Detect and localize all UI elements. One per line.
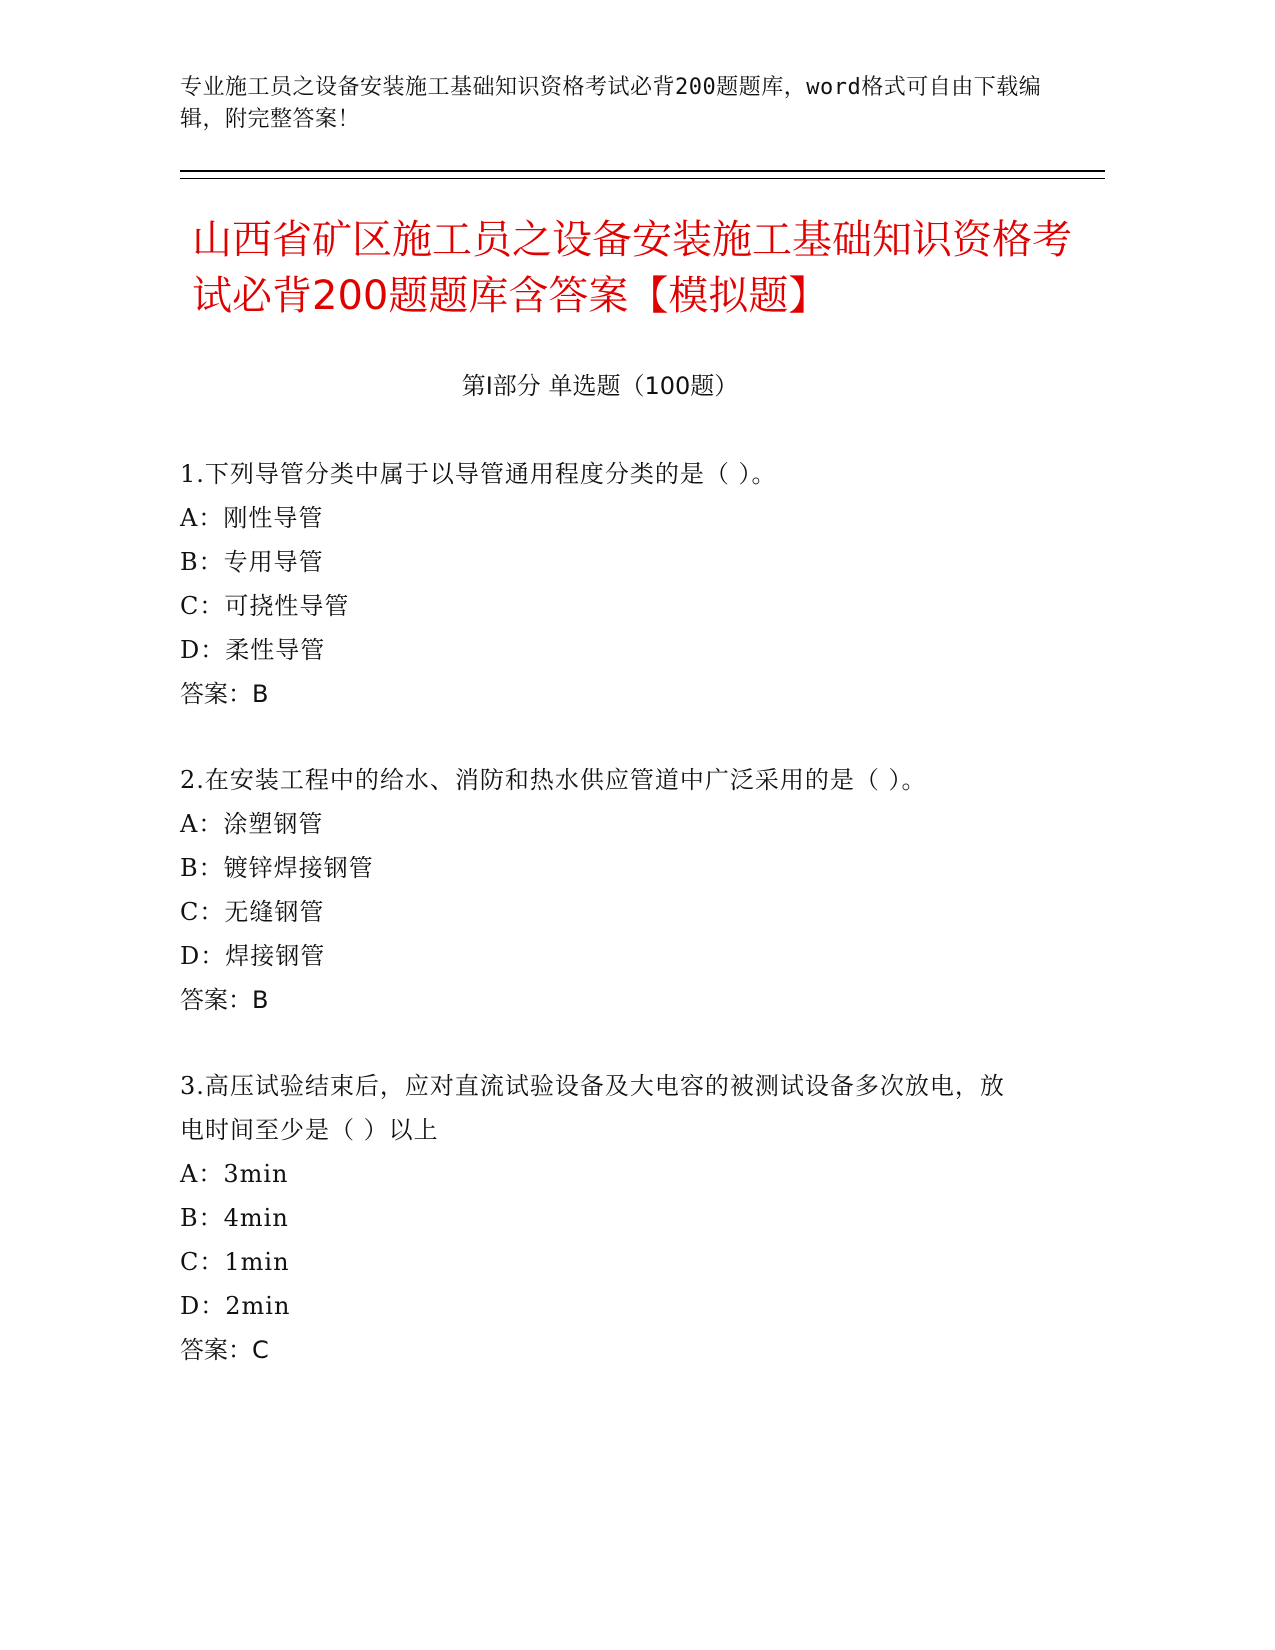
option-c: C：1min xyxy=(180,1248,290,1276)
question-stem: 3.高压试验结束后，应对直流试验设备及大电容的被测试设备多次放电，放电时间至少是（ ）以上 xyxy=(180,1072,1005,1144)
option-b: B：专用导管 xyxy=(180,548,324,576)
option-d: D：2min xyxy=(180,1292,291,1320)
option-a: A：3min xyxy=(180,1160,289,1188)
answer-line: 答案：B xyxy=(180,680,269,708)
header-divider-thin xyxy=(180,178,1105,179)
question-3 xyxy=(180,1064,1020,1372)
question-2 xyxy=(180,758,1020,1022)
option-d: D：焊接钢管 xyxy=(180,942,326,970)
option-a: A：刚性导管 xyxy=(180,504,324,532)
document-title: 山西省矿区施工员之设备安装施工基础知识资格考试必背200题题库含答案【模拟题】 xyxy=(192,217,1072,319)
option-c: C：无缝钢管 xyxy=(180,898,325,926)
answer-line: 答案：C xyxy=(180,1336,269,1364)
section-heading: 第Ⅰ部分 单选题（100题） xyxy=(461,372,739,400)
option-d: D：柔性导管 xyxy=(180,636,326,664)
answer-line: 答案：B xyxy=(180,986,269,1014)
option-b: B：4min xyxy=(180,1204,289,1232)
header-note: 专业施工员之设备安装施工基础知识资格考试必背200题题库，word格式可自由下载编辑，附完整答案！ xyxy=(180,75,1042,132)
question-1 xyxy=(180,452,1020,716)
question-list xyxy=(180,452,1020,1414)
option-a: A：涂塑钢管 xyxy=(180,810,324,838)
question-stem: 1.下列导管分类中属于以导管通用程度分类的是（ ）。 xyxy=(180,460,777,488)
option-c: C：可挠性导管 xyxy=(180,592,350,620)
question-stem: 2.在安装工程中的给水、消防和热水供应管道中广泛采用的是（ ）。 xyxy=(180,766,927,794)
option-b: B：镀锌焊接钢管 xyxy=(180,854,374,882)
header-divider-thick xyxy=(180,170,1105,172)
